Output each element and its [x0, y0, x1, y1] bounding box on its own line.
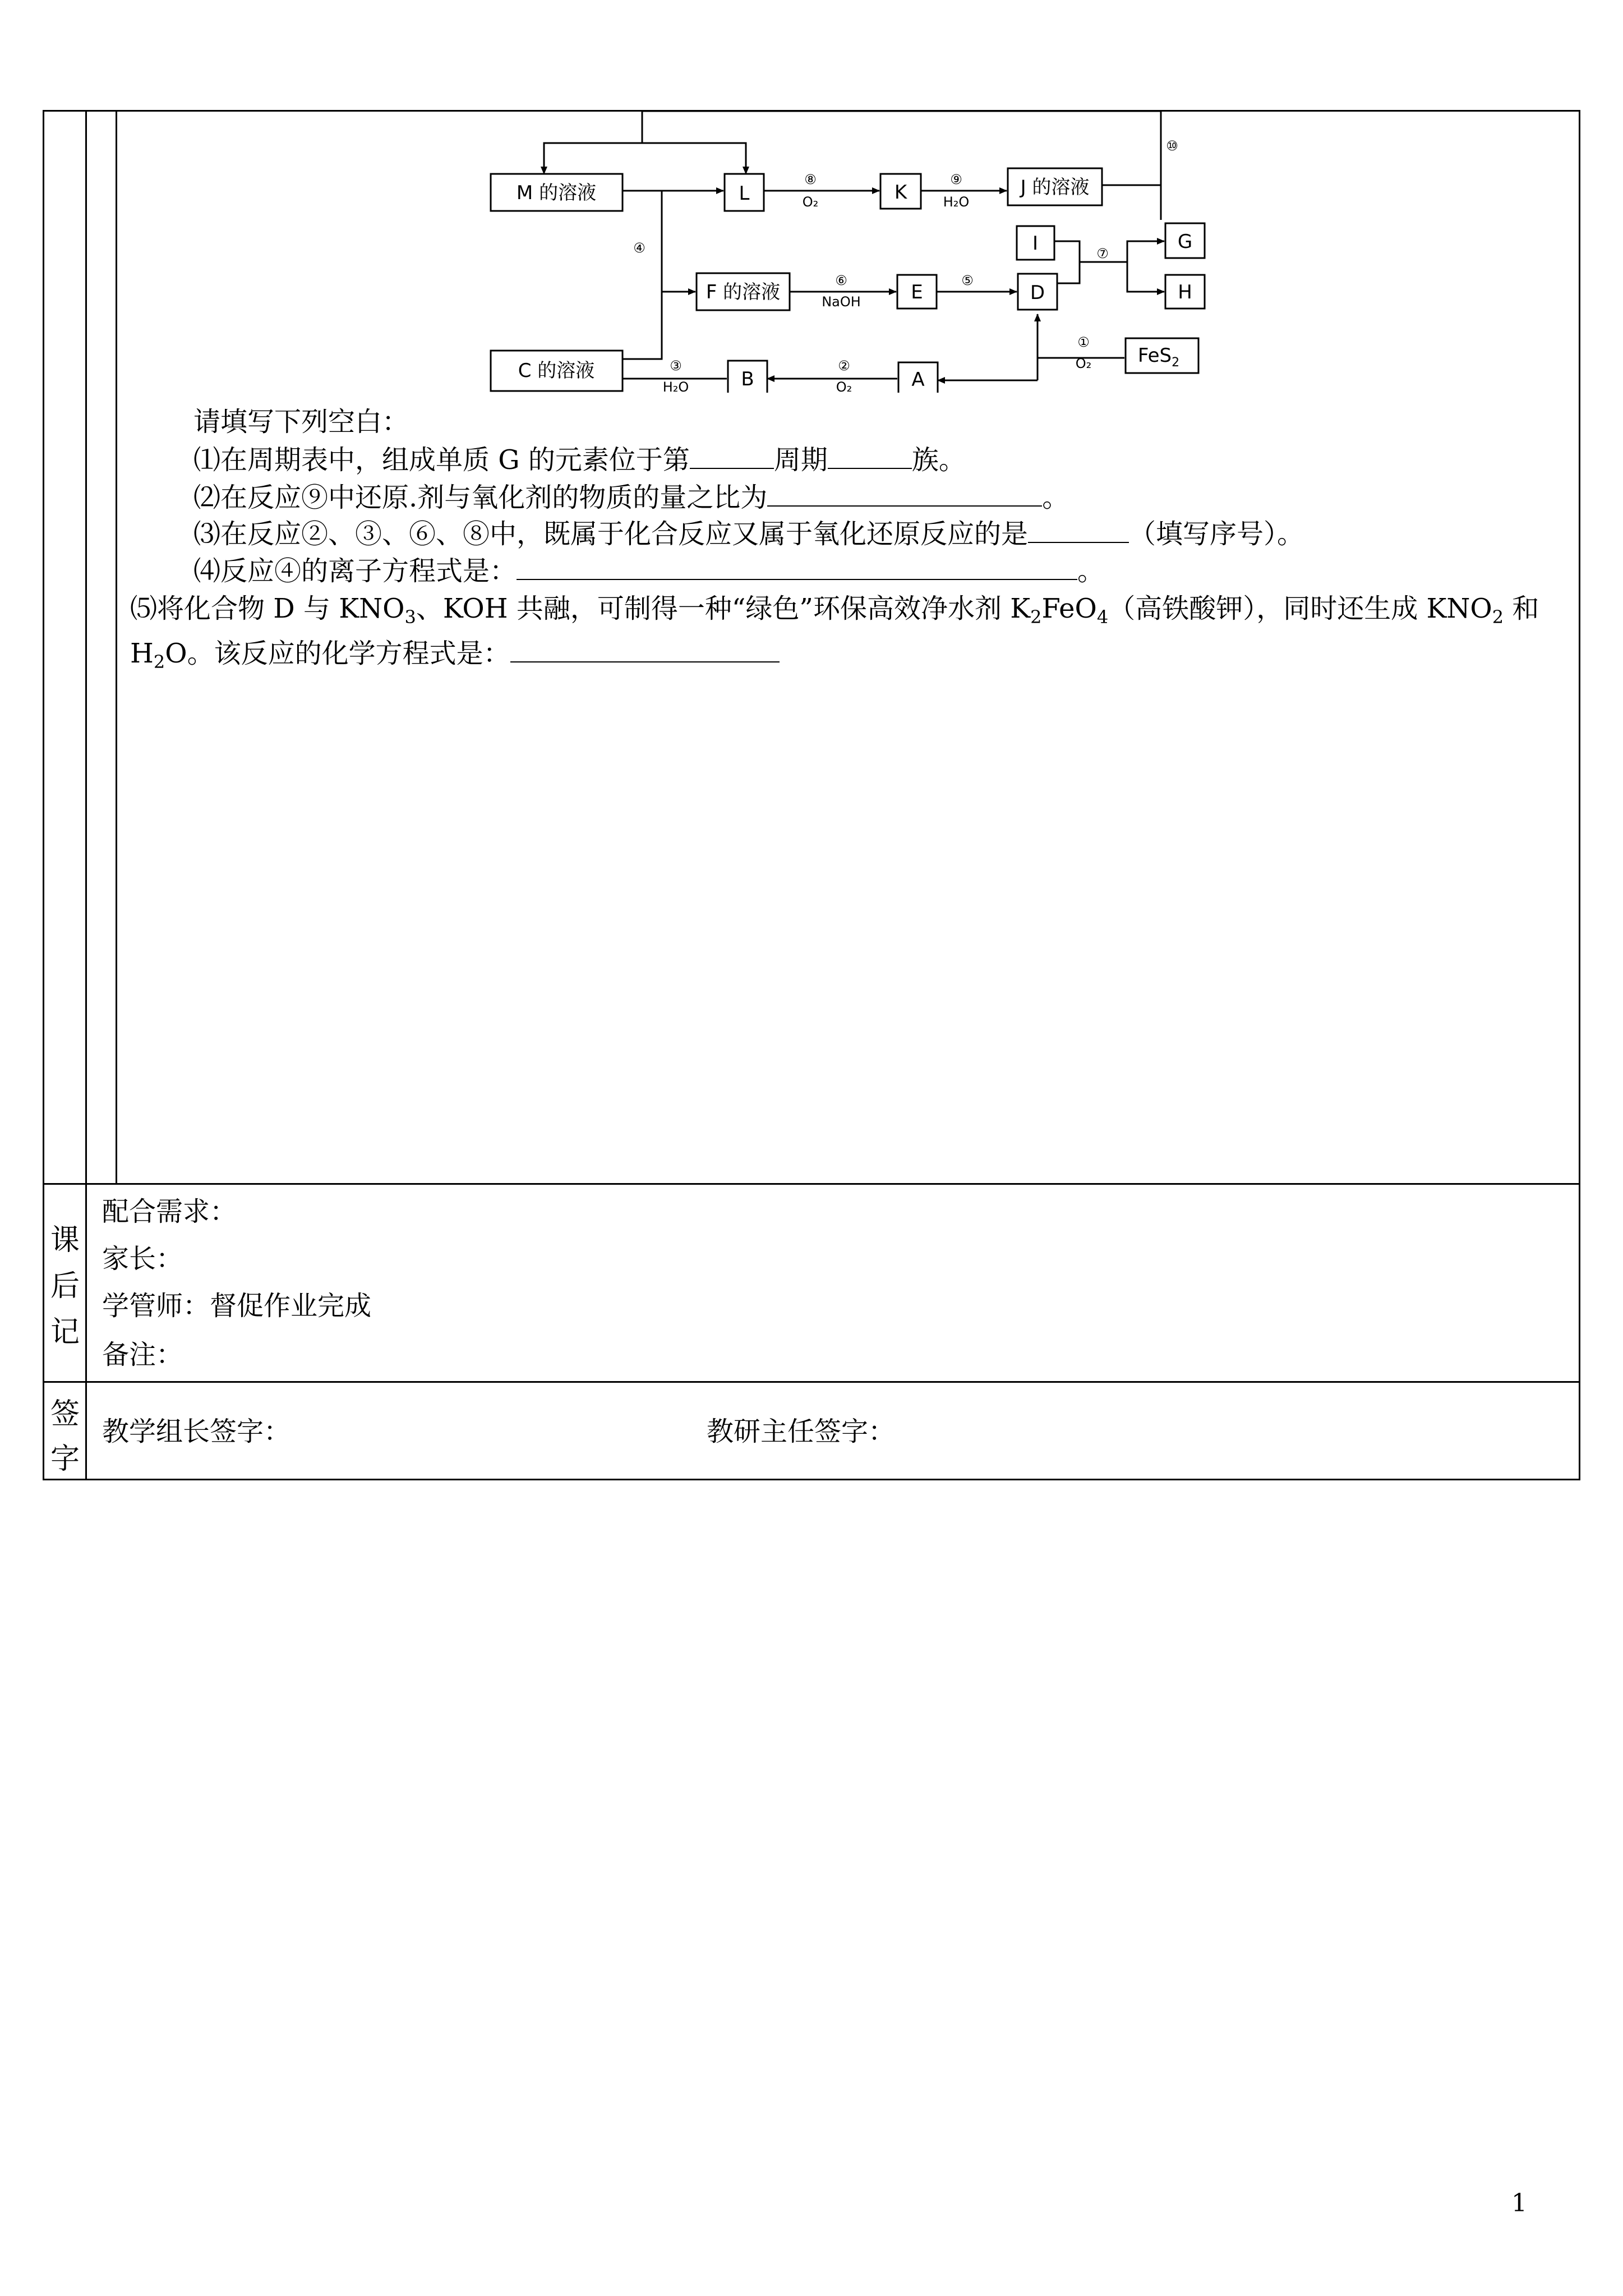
- reaction-6-label: ⑥: [835, 273, 847, 288]
- question-2-text: ⑵在反应⑨中还原.剂与氧化剂的物质的量之比为: [193, 482, 768, 513]
- node-F: F 的溶液: [706, 281, 781, 303]
- coordination-needs: 配合需求：: [102, 1196, 237, 1227]
- after-class-label-3: 记: [50, 1315, 80, 1349]
- node-G: G: [1177, 231, 1193, 253]
- question-5-text-f: O。该反应的化学方程式是：: [165, 638, 510, 669]
- reaction-4-label: ④: [633, 240, 645, 256]
- o2-label-1: O₂: [1075, 356, 1092, 371]
- question-4-text: ⑷反应④的离子方程式是：: [193, 555, 517, 587]
- question-2-end: 。: [1042, 482, 1069, 513]
- answer-blank-ionic-equation[interactable]: [517, 556, 1077, 580]
- question-5-text-d: （高铁酸钾），同时还生成 KNO: [1108, 593, 1492, 624]
- reaction-2-label: ②: [838, 358, 850, 374]
- answer-blank-period[interactable]: [690, 445, 774, 469]
- table-border-bottom: [43, 1479, 1580, 1480]
- parent-note: 家长：: [102, 1243, 183, 1274]
- answer-blank-ratio[interactable]: [767, 483, 1042, 507]
- reaction-flow-diagram: [0, 0, 1623, 393]
- subscript-3: 3: [404, 606, 416, 628]
- reaction-1-label: ①: [1077, 334, 1090, 350]
- questions-intro: 请填写下列空白：: [193, 406, 409, 438]
- question-1: [193, 443, 966, 477]
- group-leader-signature: 教学组长签字：: [102, 1416, 291, 1447]
- remarks: 备注：: [102, 1339, 183, 1370]
- question-5-line-2: [130, 637, 780, 679]
- signature-label-1: 签: [50, 1397, 80, 1431]
- node-D: D: [1030, 282, 1045, 304]
- question-2: [193, 481, 1069, 514]
- node-A: A: [911, 369, 925, 391]
- question-1-text-b: 周期: [773, 444, 828, 476]
- question-5-text-e: 和: [1504, 593, 1539, 624]
- node-K: K: [894, 181, 907, 204]
- reaction-9-label: ⑨: [950, 172, 962, 187]
- question-5-text-a: ⑸将化合物 D 与 KNO: [130, 593, 405, 624]
- node-B: B: [741, 368, 754, 390]
- reaction-8-label: ⑧: [804, 172, 817, 187]
- node-C: C 的溶液: [518, 360, 595, 382]
- question-1-text-a: ⑴在周期表中，组成单质 G 的元素位于第: [193, 444, 690, 476]
- question-5-text-c: FeO: [1041, 593, 1097, 624]
- node-E: E: [911, 281, 923, 303]
- node-M: M 的溶液: [516, 182, 597, 204]
- reaction-3-label: ③: [670, 358, 682, 374]
- question-4: [193, 554, 1104, 588]
- node-L: L: [739, 182, 750, 205]
- question-1-text-c: 族。: [911, 444, 966, 476]
- question-5-text-h: H: [130, 638, 154, 669]
- reaction-5-label: ⑤: [961, 273, 974, 288]
- subscript-2-kno: 2: [1492, 606, 1504, 628]
- after-class-label-1: 课: [50, 1223, 80, 1257]
- research-director-signature: 教研主任签字：: [707, 1416, 896, 1447]
- h2o-label-3: H₂O: [662, 379, 689, 393]
- subscript-2-k: 2: [1030, 606, 1042, 628]
- node-FeS2: FeS$_2$: [1137, 344, 1180, 370]
- naoh-label: NaOH: [822, 294, 861, 310]
- h2o-label-9: H₂O: [943, 194, 970, 210]
- answer-blank-group[interactable]: [828, 445, 912, 469]
- o2-label-2: O₂: [836, 379, 852, 393]
- question-3: [193, 517, 1304, 551]
- node-J: J 的溶液: [1020, 176, 1090, 199]
- question-3-text-a: ⑶在反应②、③、⑥、⑧中，既属于化合反应又属于氧化还原反应的是: [193, 518, 1029, 550]
- signature-label-2: 字: [50, 1442, 80, 1476]
- row-divider-after-class: [43, 1183, 1580, 1185]
- manager-note: 学管师：督促作业完成: [102, 1290, 372, 1322]
- subscript-4: 4: [1096, 606, 1109, 628]
- node-I: I: [1032, 232, 1039, 255]
- after-class-label-2: 后: [50, 1269, 80, 1303]
- answer-blank-reaction-numbers[interactable]: [1028, 519, 1129, 543]
- reaction-10-label: ⑩: [1166, 138, 1178, 154]
- subscript-2-h: 2: [153, 651, 165, 673]
- o2-label-8: O₂: [802, 194, 819, 210]
- reaction-7-label: ⑦: [1096, 246, 1109, 261]
- answer-blank-chemical-equation[interactable]: [510, 639, 780, 662]
- question-4-end: 。: [1077, 555, 1105, 587]
- question-3-text-b: （填写序号）。: [1129, 518, 1304, 550]
- page-number: 1: [1511, 2189, 1527, 2217]
- row-divider-signature: [43, 1381, 1580, 1383]
- question-5-line-1: [130, 592, 1539, 634]
- question-5-text-b: 、KOH 共融，可制得一种“绿色”环保高效净水剂 K: [416, 593, 1031, 624]
- node-H: H: [1178, 281, 1192, 303]
